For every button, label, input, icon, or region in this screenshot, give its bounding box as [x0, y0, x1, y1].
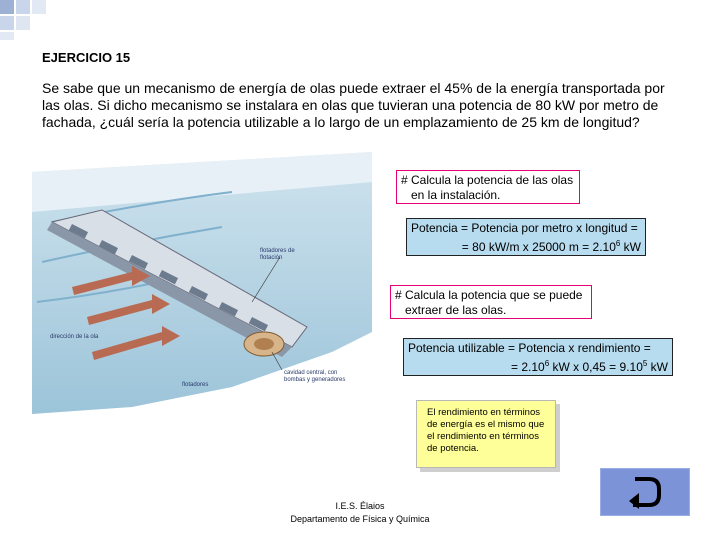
footer: [260, 500, 460, 526]
step1-box: # Calcula la potencia de las olas en la instalación.: [396, 170, 580, 204]
calc2-line1: Potencia utilizable = Potencia x rendimiento =: [408, 341, 651, 355]
label-direccion: dirección de la ola: [50, 334, 99, 340]
label-flotadores-flotacion: flotadores de flotación: [260, 248, 295, 261]
corner-decoration: [0, 0, 60, 40]
problem-statement: Se sabe que un mecanismo de energía de olas puede extraer el 45% de la energía transportada por las olas. Si dicho mecanismo se instalara en olas que tuvieran una potencia de 80 kW por metro de fachada, ¿cuál sería la potencia utilizable a lo largo de un emplazamiento de 25 km de longitud?: [42, 80, 665, 130]
step2-box: # Calcula la potencia que se puede extraer de las olas.: [390, 285, 592, 319]
calc2-box: [403, 338, 673, 376]
return-button[interactable]: [600, 468, 690, 516]
department-name: Departamento de Física y Química: [290, 514, 430, 524]
calc2-line2: = $2.10^6$ kW x $0,45 = 9.10^5$ kW: [511, 359, 668, 374]
return-arrow-icon: [627, 475, 663, 509]
calc1-line1: Potencia = Potencia por metro x longitud =: [411, 221, 638, 235]
wave-energy-illustration: [32, 152, 372, 418]
calc1-line2: = 80 kW/m x 25000 $m = 2.10^6$ kW: [461, 239, 641, 254]
exercise-title: EJERCICIO 15: [42, 50, 131, 65]
label-cavidad: cavidad central, con bombas y generadores: [284, 370, 346, 383]
school-name: I.E.S. Élaios: [335, 501, 385, 511]
note-box: El rendimiento en términos de energía es el mismo que el rendimiento en términos de potencia.: [416, 400, 556, 468]
label-flotadores: flotadores: [182, 382, 209, 388]
calc1-box: [406, 218, 646, 256]
